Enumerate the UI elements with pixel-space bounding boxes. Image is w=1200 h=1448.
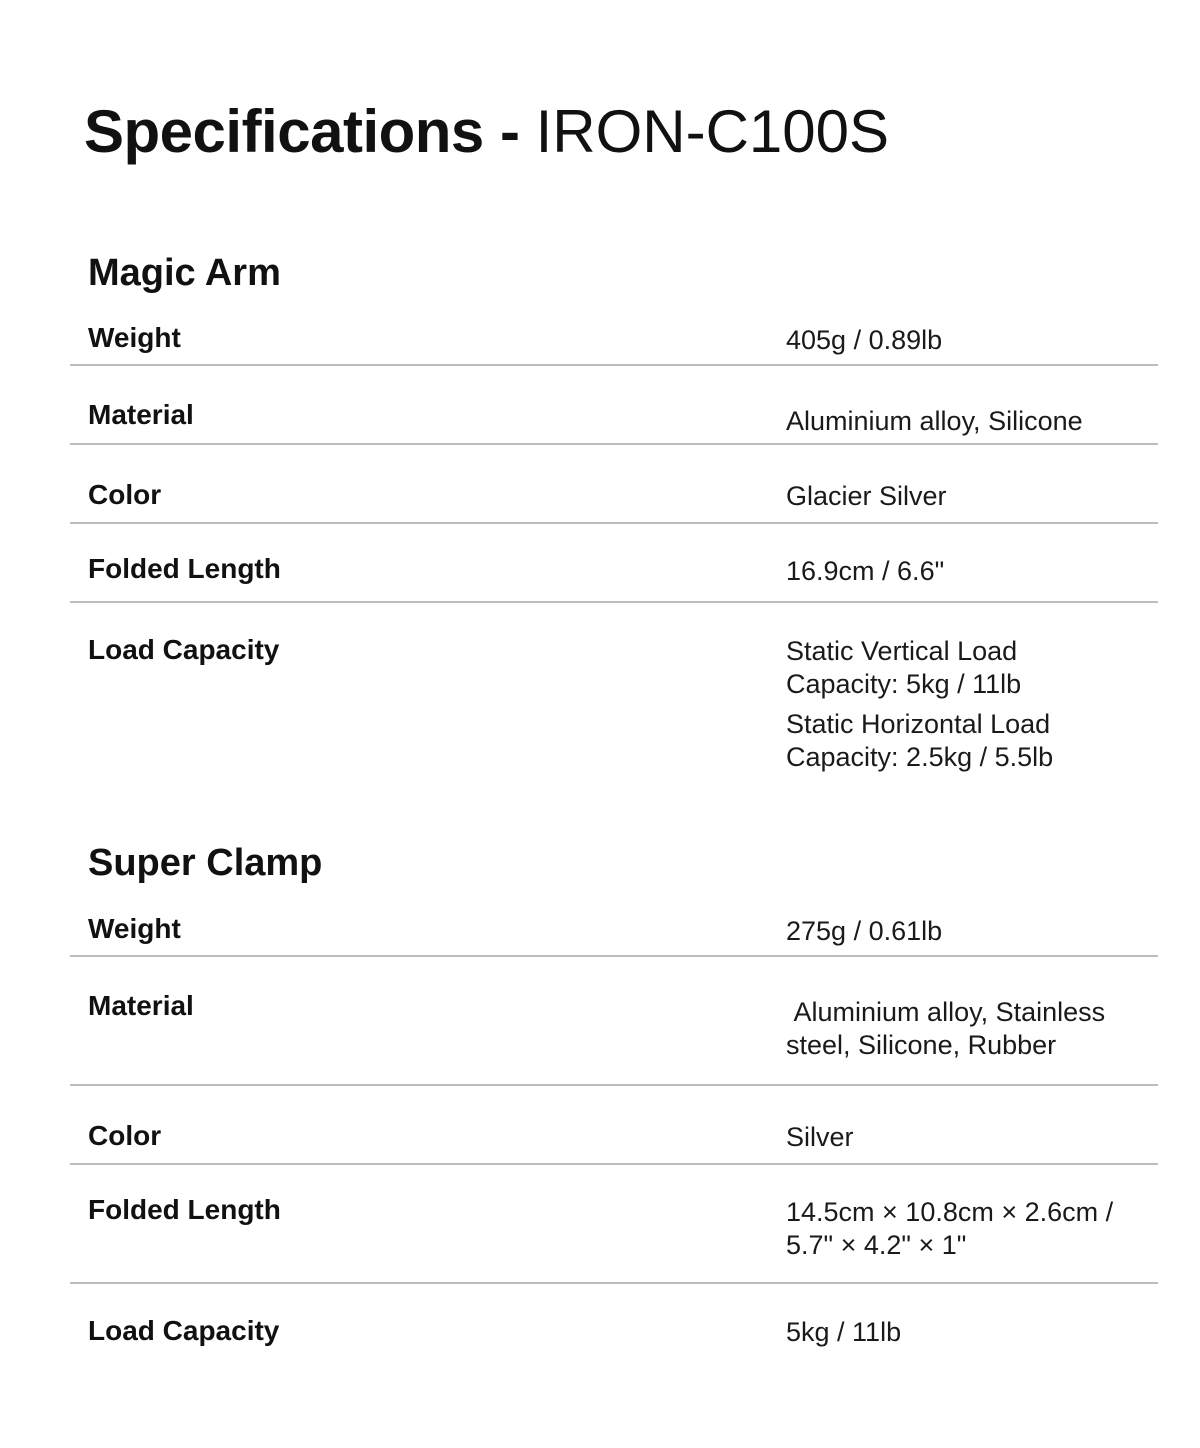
- spec-label: Material: [88, 990, 194, 1021]
- spec-value: Static Vertical Load Capacity: 5kg / 11lb: [786, 636, 1022, 699]
- spec-label: Material: [88, 399, 194, 430]
- row-divider: [70, 522, 1158, 524]
- row-divider: [70, 1163, 1158, 1165]
- row-divider: [70, 955, 1158, 957]
- spec-value: Aluminium alloy, Silicone: [786, 406, 1083, 436]
- spec-value: Aluminium alloy, Stainless steel, Silicone, Rubber: [786, 997, 1113, 1060]
- spec-value: 5kg / 11lb: [786, 1317, 902, 1347]
- spec-label: Load Capacity: [88, 1315, 280, 1346]
- spec-value: 275g / 0.61lb: [786, 916, 943, 946]
- spec-label: Folded Length: [88, 1194, 281, 1225]
- spec-label: Color: [88, 1120, 162, 1151]
- spec-label: Load Capacity: [88, 634, 280, 665]
- spec-label: Color: [88, 479, 162, 510]
- page-title-label: Specifications -: [84, 98, 536, 165]
- spec-value: 405g / 0.89lb: [786, 325, 943, 355]
- row-divider: [70, 1084, 1158, 1086]
- spec-label: Folded Length: [88, 553, 281, 584]
- page-title-model: IRON-C100S: [535, 98, 890, 165]
- row-divider: [70, 601, 1158, 603]
- spec-value: 16.9cm / 6.6": [786, 556, 945, 586]
- spec-value: Silver: [786, 1122, 854, 1152]
- spec-label: Weight: [88, 322, 181, 353]
- spec-value: 14.5cm × 10.8cm × 2.6cm / 5.7" × 4.2" × 1": [786, 1197, 1114, 1260]
- row-divider: [70, 1282, 1158, 1284]
- row-divider: [70, 364, 1158, 366]
- page-title: [84, 96, 889, 168]
- section-title-magic-arm: Magic Arm: [88, 252, 281, 294]
- section-title-super-clamp: Super Clamp: [88, 842, 323, 884]
- row-divider: [70, 443, 1158, 445]
- spec-value: Glacier Silver: [786, 481, 947, 511]
- spec-label: Weight: [88, 913, 181, 944]
- spec-value: Static Horizontal Load Capacity: 2.5kg / 5.5lb: [786, 709, 1054, 772]
